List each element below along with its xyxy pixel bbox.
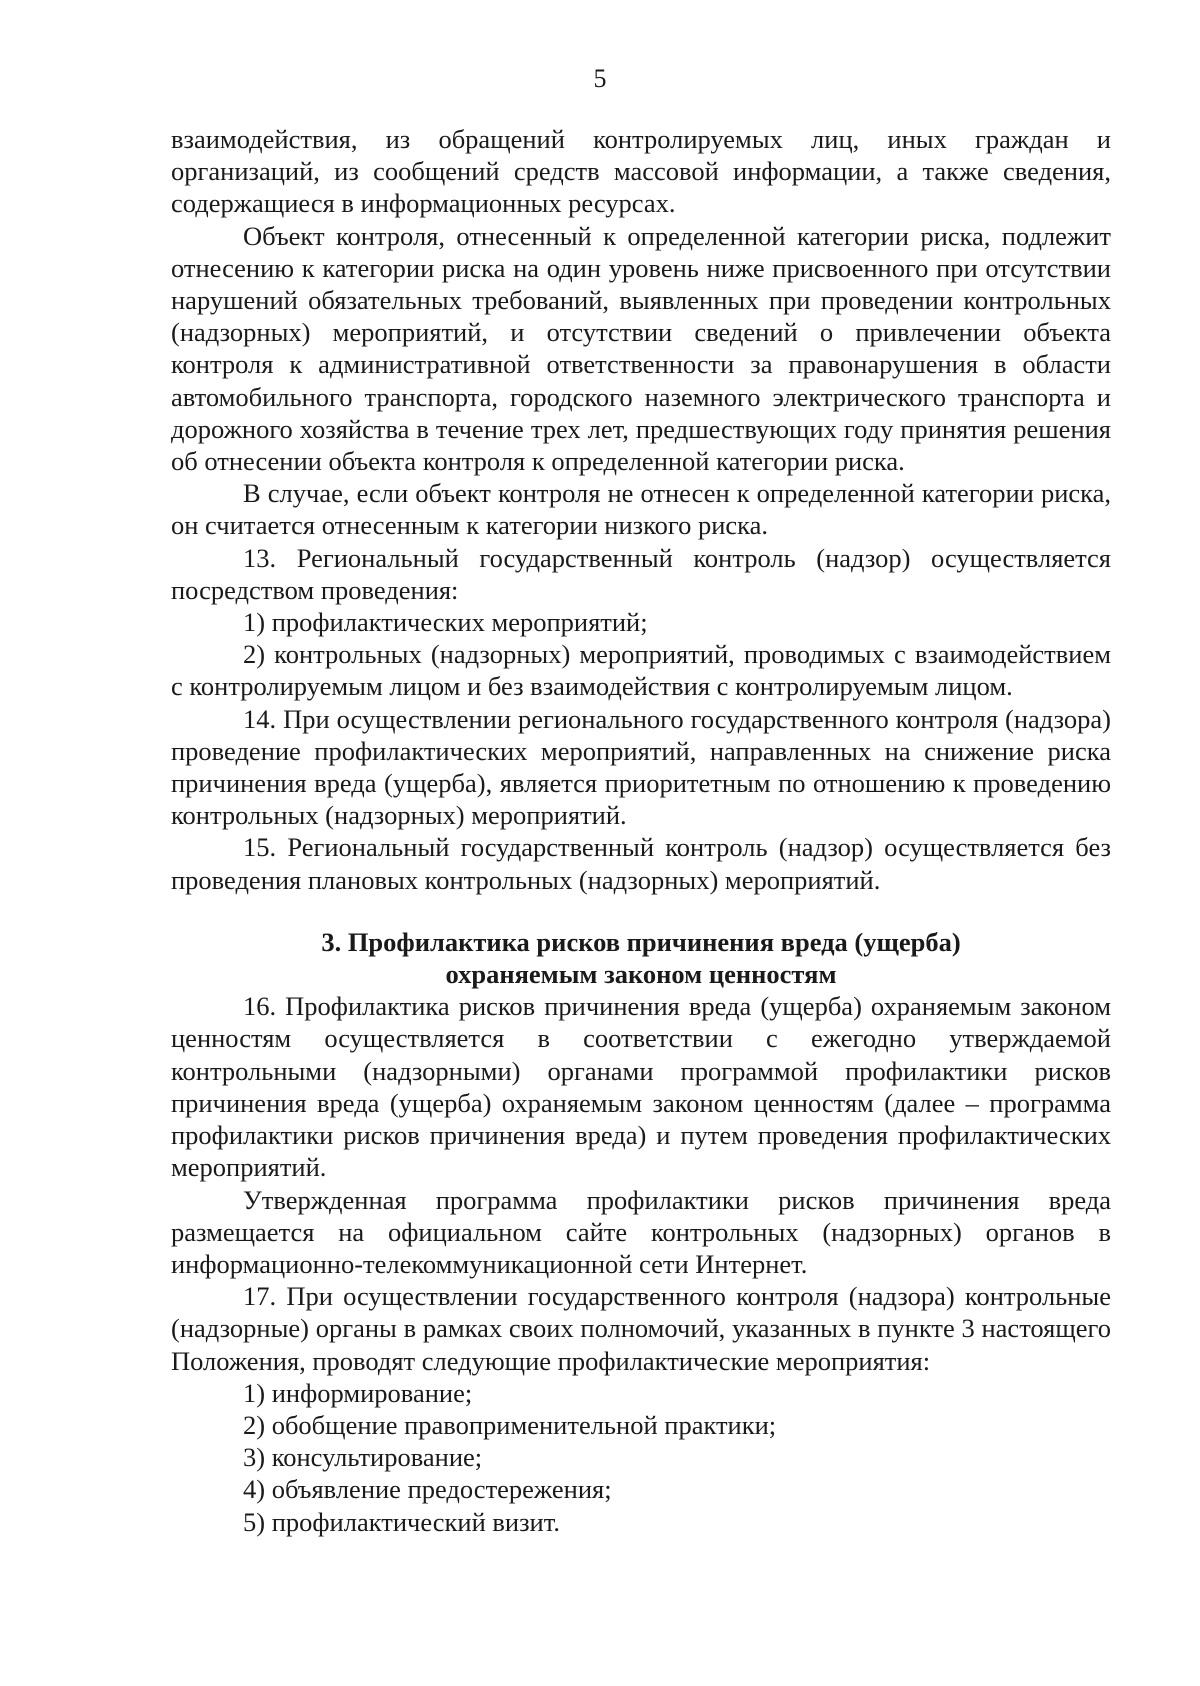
- list-item: 3) консультирование;: [243, 1442, 483, 1473]
- list-item: 4) объявление предостережения;: [243, 1474, 612, 1505]
- paragraph: Объект контроля, отнесенный к определенной категории риска, подлежит отнесению к категории риска на один уровень ниже присвоенного при отсутствии нарушений обязательных требований, выявленных при проведении контрольных (надзорных) мероприятий, и отсутствии сведений о привлечении объекта контроля к административной ответственности за правонарушения в области автомобильного транспорта, городского наземного электрического транспорта и дорожного хозяйства в течение трех лет, предшествующих году принятия решения об отнесении объекта контроля к определенной категории риска.: [171, 220, 1111, 477]
- document-body: [171, 123, 1111, 1538]
- paragraph-15: 15. Региональный государственный контроль (надзор) осуществляется без проведения плановых контрольных (надзорных) мероприятий.: [171, 832, 1111, 895]
- section-heading-line: охраняемым законом ценностям: [445, 959, 837, 990]
- list-item: 5) профилактический визит.: [243, 1506, 560, 1537]
- list-item: 1) профилактических мероприятий;: [243, 607, 648, 638]
- paragraph-16-2: Утвержденная программа профилактики рисков причинения вреда размещается на официальном сайте контрольных (надзорных) органов в информационно-телекоммуникационной сети Интернет.: [171, 1184, 1111, 1279]
- paragraph-13: 13. Региональный государственный контроль (надзор) осуществляется посредством проведения:: [171, 542, 1111, 605]
- paragraph-14: 14. При осуществлении регионального государственного контроля (надзора) проведение профилактических мероприятий, направленных на снижение риска причинения вреда (ущерба), является приоритетным по отношению к проведению контрольных (надзорных) мероприятий.: [171, 703, 1111, 831]
- paragraph-13-item-2: 2) контрольных (надзорных) мероприятий, проводимых с взаимодействием с контролируемым лицом и без взаимодействия с контролируемым лицом.: [171, 639, 1111, 702]
- page-number: 5: [593, 64, 607, 93]
- paragraph-17: 17. При осуществлении государственного контроля (надзора) контрольные (надзорные) органы в рамках своих полномочий, указанных в пункте 3 настоящего Положения, проводят следующие профилактические мероприятия:: [171, 1281, 1111, 1376]
- section-heading-line: 3. Профилактика рисков причинения вреда (ущерба): [321, 926, 961, 957]
- paragraph: взаимодействия, из обращений контролируемых лиц, иных граждан и организаций, из сообщений средств массовой информации, а также сведения, содержащиеся в информационных ресурсах.: [171, 124, 1111, 219]
- section-heading: [171, 926, 1111, 990]
- list-item: 2) обобщение правоприменительной практики;: [243, 1409, 777, 1440]
- paragraph: В случае, если объект контроля не отнесен к определенной категории риска, он считается отнесенным к категории низкого риска.: [171, 478, 1111, 541]
- list-item: 1) информирование;: [243, 1377, 473, 1408]
- paragraph-16: 16. Профилактика рисков причинения вреда (ущерба) охраняемым законом ценностям осуществляется в соответствии с ежегодно утверждаемой контрольными (надзорными) органами программой профилактики рисков причинения вреда (ущерба) охраняемым законом ценностям (далее – программа профилактики рисков причинения вреда) и путем проведения профилактических мероприятий.: [171, 991, 1111, 1183]
